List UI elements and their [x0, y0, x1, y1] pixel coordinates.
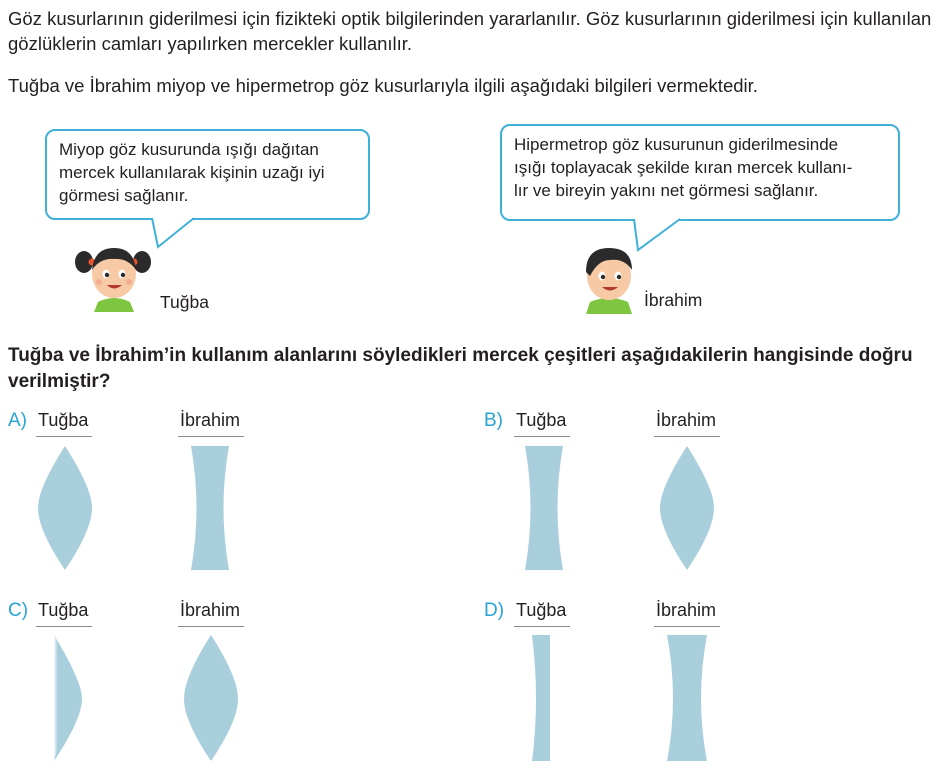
intro-paragraph-1: Göz kusurlarının giderilmesi için fizikteki optik bilgilerinden yararlanılır. Göz kusurlarının giderilmesi için kullanılan gözlüklerin camları yapılırken mercekler kullanılır.: [8, 8, 932, 54]
tugba-speech-bubble: [45, 129, 370, 220]
option-b-ibrahim-label: İbrahim: [656, 410, 717, 430]
option-a-concave-lens-icon: [190, 446, 230, 572]
option-b-tugba-underline: [514, 436, 570, 437]
option-c-tugba-label: Tuğba: [38, 600, 89, 620]
option-c-convex-lens-icon: [184, 635, 240, 763]
option-b-concave-lens-icon: [524, 446, 564, 572]
option-b-letter: B): [484, 410, 503, 431]
option-b-tugba-label: Tuğba: [516, 410, 567, 430]
option-a-letter: A): [8, 410, 27, 431]
tugba-bubble-tail: [150, 217, 210, 249]
option-a-ibrahim-underline: [178, 436, 244, 437]
option-b-convex-lens-icon: [658, 446, 718, 572]
tugba-speech-line-2: mercek kullanılarak kişinin uzağı iyi: [59, 163, 325, 182]
ibrahim-speech-line-1: Hipermetrop göz kusurunun giderilmesinde: [514, 135, 839, 154]
ibrahim-boy-icon: [576, 240, 642, 314]
option-c-ibrahim-label: İbrahim: [180, 600, 241, 620]
option-d-ibrahim-underline: [654, 626, 720, 627]
option-a-tugba-underline: [36, 436, 92, 437]
option-d-tugba-label: Tuğba: [516, 600, 567, 620]
ibrahim-name-label: İbrahim: [644, 290, 703, 310]
tugba-speech-line-1: Miyop göz kusurunda ışığı dağıtan: [59, 140, 319, 159]
intro-paragraph-2: Tuğba ve İbrahim miyop ve hipermetrop göz kusurlarıyla ilgili aşağıdaki bilgileri vermektedir.: [8, 75, 758, 96]
option-c-plano-convex-lens-icon: [52, 635, 86, 763]
option-d-concave-lens-icon: [666, 635, 708, 763]
question-text: Tuğba ve İbrahim’in kullanım alanlarını söyledikleri mercek çeşitleri aşağıdakilerin hangisinde doğru verilmiştir?: [8, 345, 913, 392]
option-b-ibrahim-underline: [654, 436, 720, 437]
tugba-speech-line-3: görmesi sağlanır.: [59, 186, 189, 205]
option-c-letter: C): [8, 600, 29, 621]
option-a-tugba-label: Tuğba: [38, 410, 89, 430]
ibrahim-speech-line-2: ışığı toplayacak şekilde kıran mercek kullanı-: [514, 158, 853, 177]
option-c-ibrahim-underline: [178, 626, 244, 627]
option-c-tugba-underline: [36, 626, 92, 627]
tugba-name-label: Tuğba: [160, 292, 209, 312]
option-d-ibrahim-label: İbrahim: [656, 600, 717, 620]
option-d-plano-concave-lens-icon: [530, 635, 552, 763]
tugba-girl-icon: [72, 240, 158, 312]
ibrahim-speech-bubble: [500, 124, 900, 221]
option-d-letter: D): [484, 600, 505, 621]
option-a-convex-lens-icon: [36, 446, 96, 572]
ibrahim-speech-line-3: lır ve bireyin yakını net görmesi sağlanır.: [514, 181, 819, 200]
option-d-tugba-underline: [514, 626, 570, 627]
option-a-ibrahim-label: İbrahim: [180, 410, 241, 430]
